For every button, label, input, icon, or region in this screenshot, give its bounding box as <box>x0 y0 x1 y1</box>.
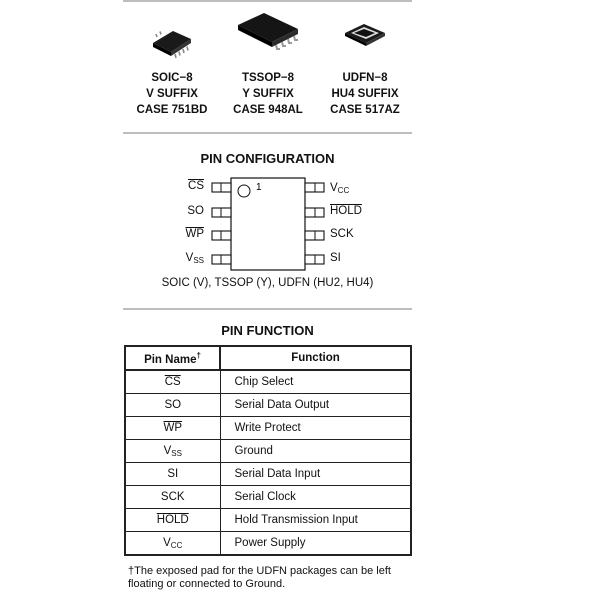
footnote-text: The exposed pad for the UDFN packages can be left floating or connected to Ground. <box>128 565 391 590</box>
table-row <box>125 394 411 417</box>
pin-label-vss: $V_{SS}$ <box>185 252 204 265</box>
function-cell: Serial Clock <box>220 486 411 509</box>
pin-label-cs: $\overline{CS}$ <box>188 180 204 192</box>
table-row <box>125 486 411 509</box>
table-header-row <box>125 346 411 370</box>
table-row <box>125 509 411 532</box>
pin-name-cell: $\overline{CS}$ <box>125 370 220 394</box>
pin-label-hold: HOLD <box>330 205 362 217</box>
table-row <box>125 440 411 463</box>
pin-label-wp: $\overline{WP}$ <box>185 228 204 240</box>
section-divider-2 <box>123 308 412 310</box>
pin-name-cell: $V_{SS}$ <box>125 440 220 463</box>
pin-name-cell: SCK <box>125 486 220 509</box>
table-row <box>125 417 411 440</box>
function-cell: Serial Data Input <box>220 463 411 486</box>
package-caption-tssop8: TSSOP−8 Y SUFFIX CASE 948AL <box>233 72 303 116</box>
function-cell: Serial Data Output <box>220 394 411 417</box>
pin1-number: 1 <box>256 182 262 193</box>
pin-label-vcc: $V_{CC}$ <box>330 182 350 195</box>
header-function: Function <box>220 346 411 370</box>
table-row <box>125 463 411 486</box>
pin-function-title: PIN FUNCTION <box>221 323 314 338</box>
package-caption-soic8: SOIC−8 V SUFFIX CASE 751BD <box>136 72 208 116</box>
footnote-mark: † <box>128 565 135 577</box>
pin-name-cell: SI <box>125 463 220 486</box>
pin-name-cell: HOLD <box>125 509 220 532</box>
function-cell: Power Supply <box>220 532 411 556</box>
top-divider <box>123 0 412 2</box>
table-row <box>125 532 411 556</box>
function-cell: Hold Transmission Input <box>220 509 411 532</box>
pin-label-sck: SCK <box>330 228 354 240</box>
pin-label-so: SO <box>187 205 204 217</box>
function-cell: Write Protect <box>220 417 411 440</box>
pin1-indicator <box>238 185 250 197</box>
table-row <box>125 370 411 394</box>
header-pin-name: Pin Name† <box>125 346 220 370</box>
pin-name-cell: SO <box>125 394 220 417</box>
tssop8-package-icon <box>232 9 304 51</box>
pin-function-table <box>124 345 412 556</box>
pin-name-cell: $\overline{WP}$ <box>125 417 220 440</box>
function-cell: Ground <box>220 440 411 463</box>
udfn8-package-icon <box>342 21 388 47</box>
pin-name-cell: $V_{CC}$ <box>125 532 220 556</box>
section-divider-1 <box>123 132 412 134</box>
pin-label-si: SI <box>330 252 341 264</box>
package-caption-udfn8: UDFN−8 HU4 SUFFIX CASE 517AZ <box>330 72 400 116</box>
function-cell: Chip Select <box>220 370 411 394</box>
pin-configuration-caption: SOIC (V), TSSOP (Y), UDFN (HU2, HU4) <box>161 277 374 289</box>
pin-configuration-title: PIN CONFIGURATION <box>200 151 335 166</box>
soic8-package-icon <box>147 25 197 59</box>
footnote <box>128 565 418 591</box>
